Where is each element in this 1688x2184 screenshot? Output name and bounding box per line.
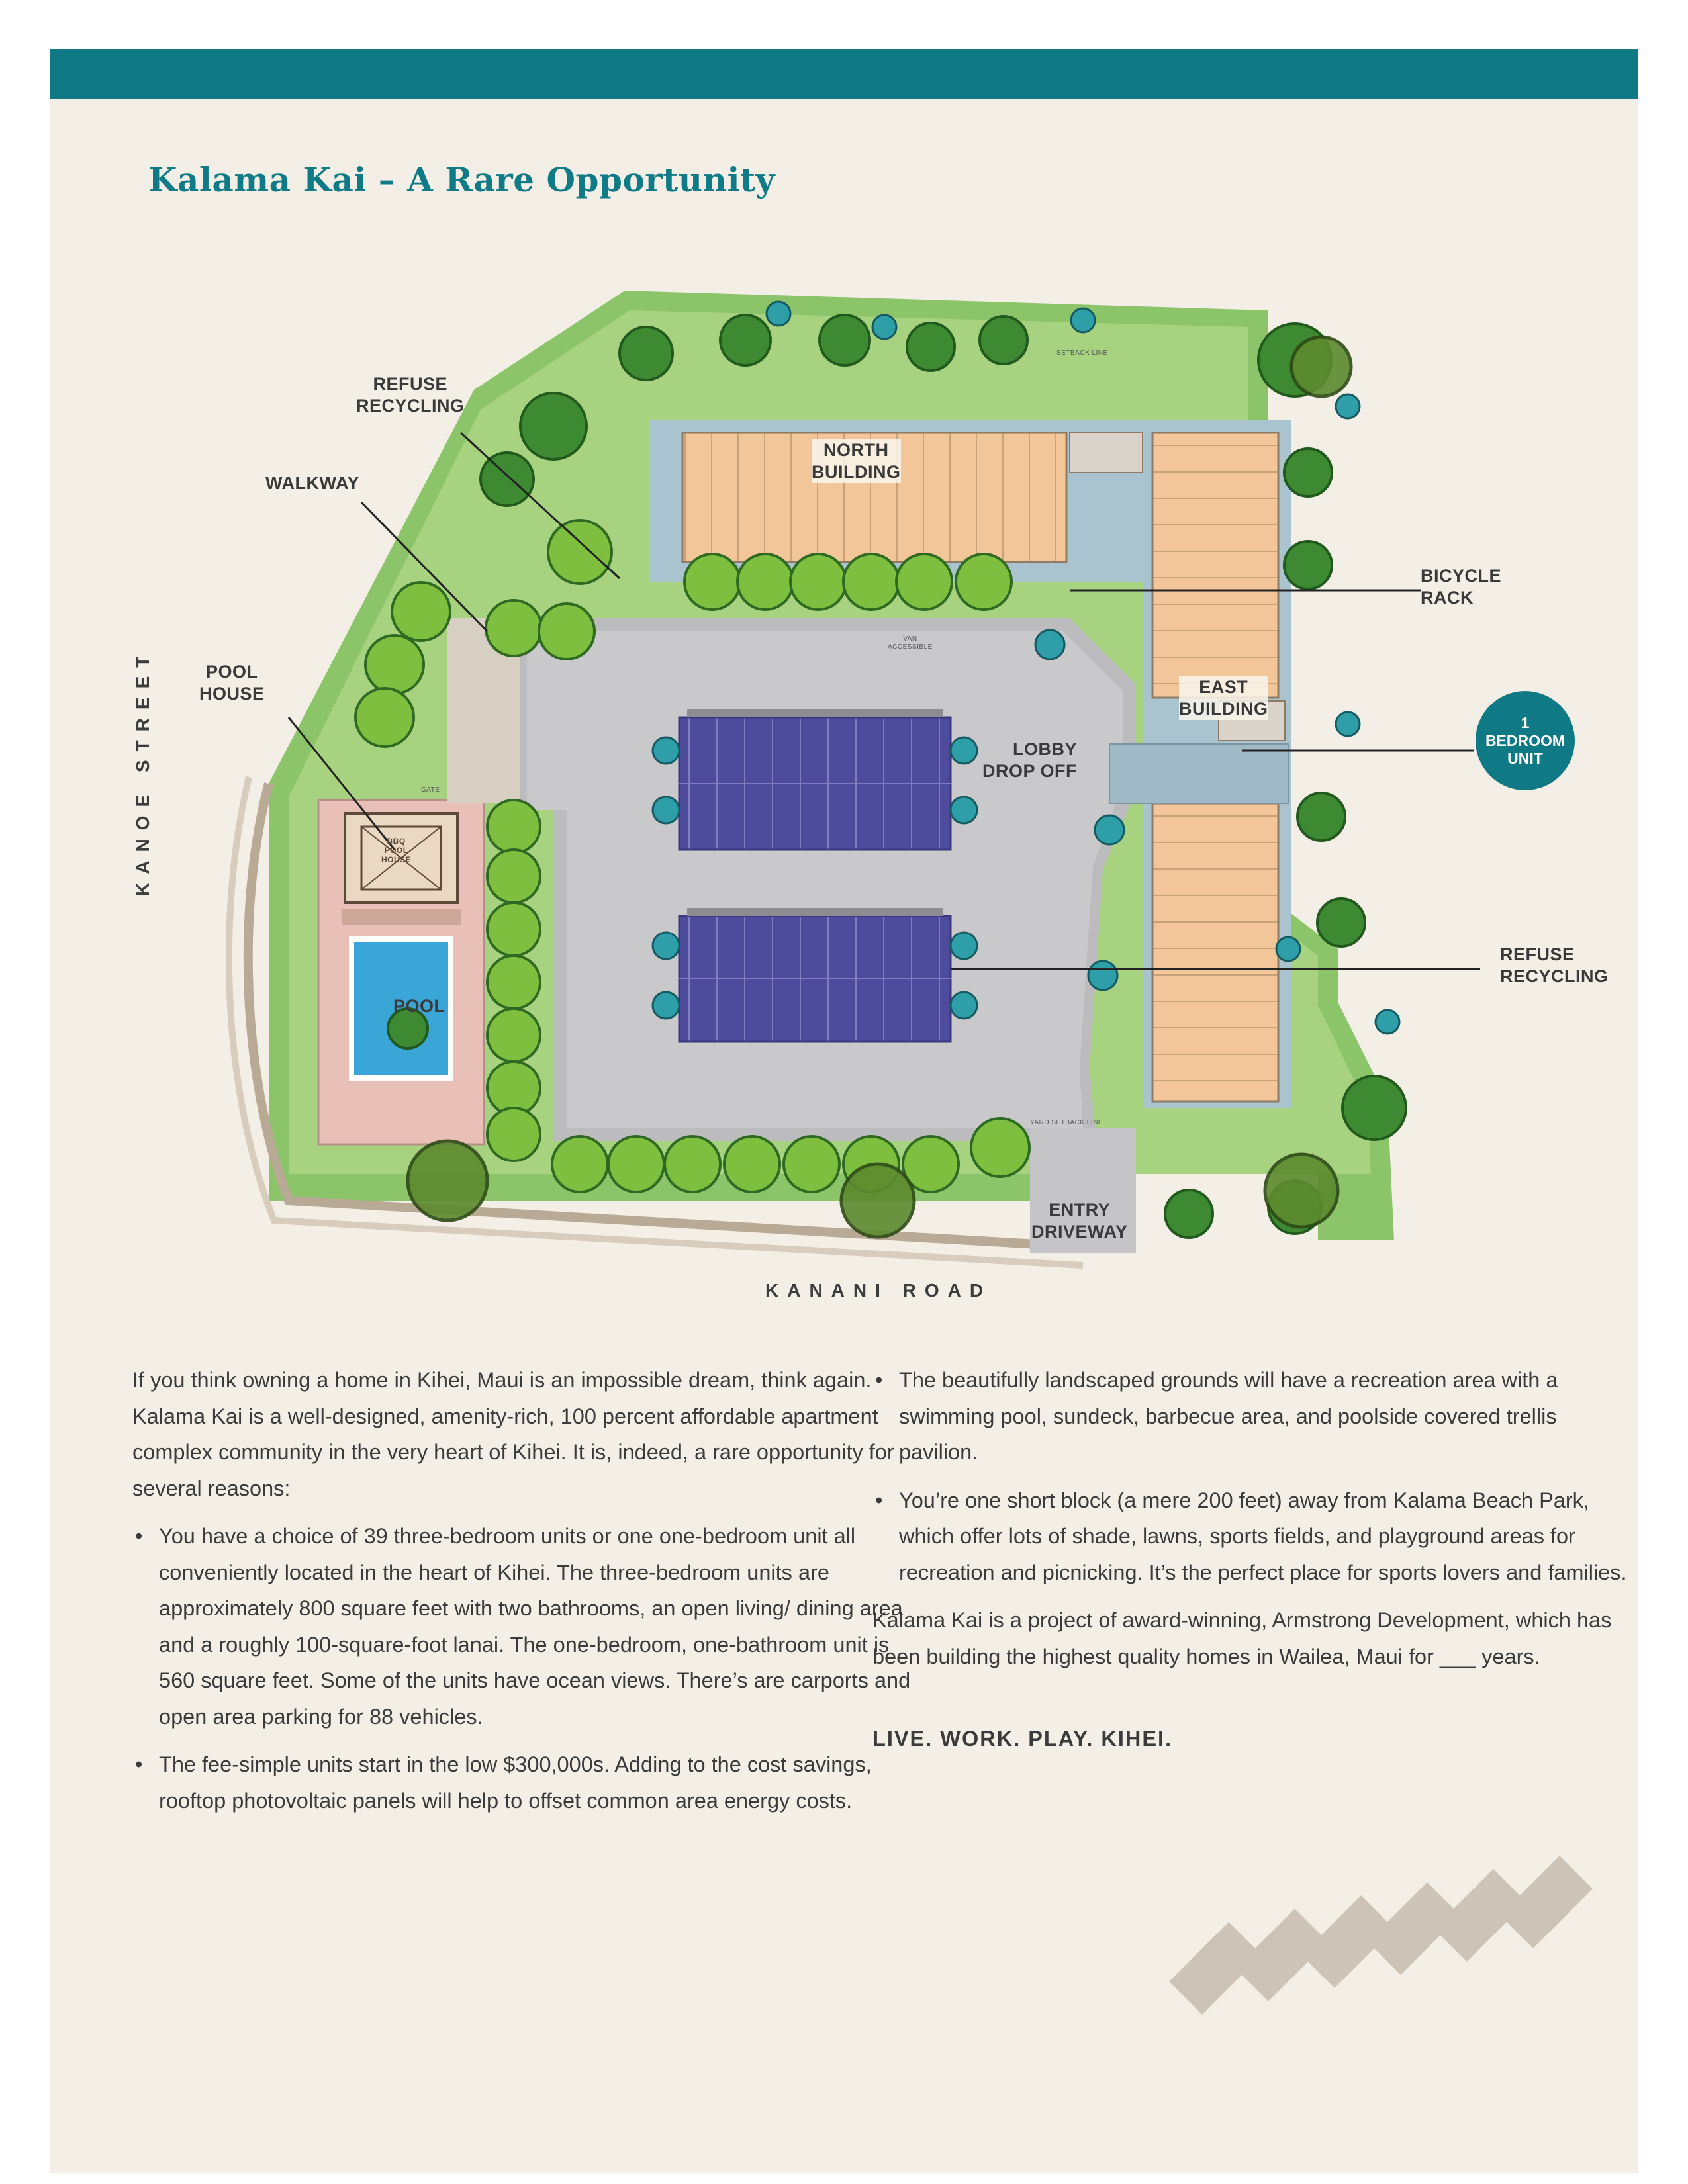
brochure-page: [50, 49, 1638, 2173]
street-label-kanani: KANANI ROAD: [765, 1280, 992, 1300]
label-setback-line: SETBACK LINE: [1056, 349, 1108, 357]
label-bicycle-rack: BICYCLE RACK: [1421, 566, 1502, 608]
decorative-hatch: [1169, 1856, 1593, 2015]
label-refuse-recycling-east: REFUSE RECYCLING: [1500, 944, 1609, 986]
intro-paragraph: If you think owning a home in Kihei, Maui is an impossible dream, think again. Kalama Kai is a well-designed, amenity-rich, 100 percent affordable apartment complex community in the very heart of Kihei. It is, indeed, a rare opportunity for several reasons:: [132, 1368, 894, 1500]
label-east-building: EAST BUILDING: [1179, 677, 1268, 719]
label-pool: POOL: [393, 996, 445, 1016]
tagline: LIVE. WORK. PLAY. KIHEI.: [872, 1727, 1173, 1751]
site-plan: [50, 49, 1638, 2173]
label-refuse-recycling-north: REFUSE RECYCLING: [356, 374, 465, 416]
street-label-kanoe: KANOE STREET: [132, 647, 153, 896]
bullet-beach-park: • You’re one short block (a mere 200 feet) away from Kalama Beach Park, which offer lots of shade, lawns, sports fields, and playground areas for recreation and picnicking. It’s the perfect place for sports lovers and families.: [872, 1482, 1634, 1591]
label-lobby-drop-off: LOBBY DROP OFF: [982, 739, 1078, 781]
right-bullet-list: [872, 1362, 1634, 1590]
label-pool-house: POOL HOUSE: [199, 662, 265, 704]
label-pool-house-small: BBQ POOL HOUSE: [381, 837, 412, 864]
right-column: [872, 1362, 1634, 1769]
label-van-accessible: VAN ACCESSIBLE: [888, 635, 933, 651]
east-building-south: [1152, 803, 1278, 1101]
bullet-grounds: • The beautifully landscaped grounds will have a recreation area with a swimming pool, sundeck, barbecue area, and poolside covered trellis pavilion.: [872, 1362, 1634, 1471]
label-entry-driveway: ENTRY DRIVEWAY: [1031, 1200, 1128, 1242]
closing-paragraph: Kalama Kai is a project of award-winning, Armstrong Development, which has been building the highest quality homes in Wailea, Maui for ___ years.: [872, 1608, 1612, 1668]
one-bedroom-unit-badge: 1 BEDROOM UNIT: [1476, 691, 1575, 790]
page-title: Kalama Kai – A Rare Opportunity: [148, 160, 776, 199]
bullet-unit-choices: • You have a choice of 39 three-bedroom units or one one-bedroom unit all conveniently located in the heart of Kihei. The three-bedroom units are approximately 800 square feet with two bathrooms, an open living/ dining area and a roughly 100-square-foot lanai. The one-bedroom, one-bathroom unit is 560 square feet. Some of the units have ocean views. There’s are carports and open area parking for 88 vehicles.: [132, 1518, 914, 1735]
left-column: [132, 1362, 914, 1831]
label-gate: GATE: [421, 786, 440, 794]
left-bullet-list: [132, 1518, 914, 1819]
east-building-north: [1152, 433, 1278, 698]
bullet-pricing: • The fee-simple units start in the low $300,000s. Adding to the cost savings, rooftop photovoltaic panels will help to offset common area energy costs.: [132, 1747, 914, 1819]
label-walkway: WALKWAY: [265, 473, 360, 493]
lobby: [1109, 744, 1288, 803]
label-yard-setback-line: YARD SETBACK LINE: [1030, 1119, 1103, 1126]
label-north-building: NORTH BUILDING: [812, 440, 901, 482]
